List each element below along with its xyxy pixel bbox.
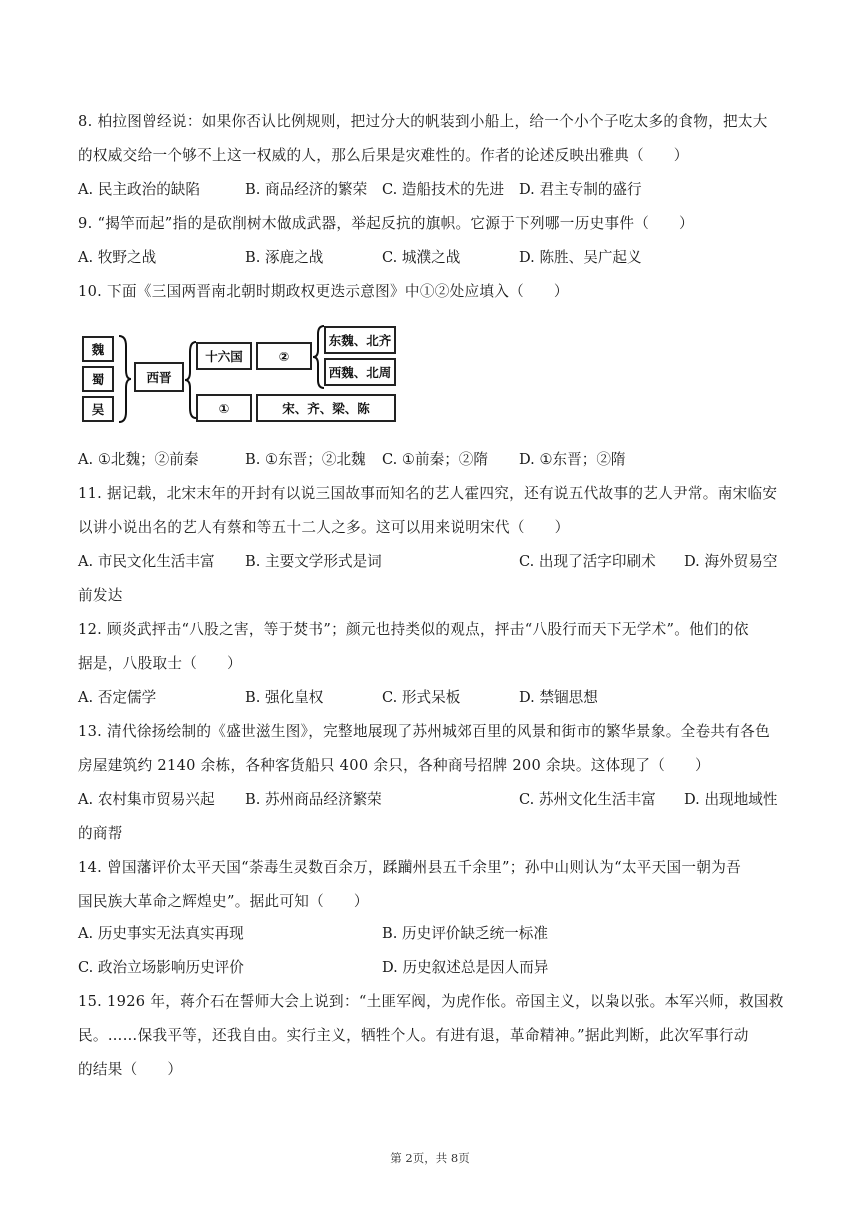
q12-line-1: 12. 顾炎武抨击“八股之害，等于焚书”；颜元也持类似的观点，抨击“八股行而天下无学术”。他们的依 (78, 621, 749, 638)
q8-line-1: 8. 柏拉图曾经说：如果你否认比例规则，把过分大的帆装到小船上，给一个小个子吃太多的食物，把太大 (78, 113, 768, 130)
q9-options (78, 248, 798, 268)
diagram-song-qi-liang-chen: 宋、齐、梁、陈 (256, 394, 396, 422)
q10-option-a[interactable]: A. ①北魏；②前秦 (78, 451, 199, 468)
q13-line-1: 13. 清代徐扬绘制的《盛世滋生图》，完整地展现了苏州城郊百里的风景和街市的繁华景象。全卷共有各色 (78, 723, 770, 740)
q8-options (78, 180, 798, 200)
q15-line-3: 的结果（ ） (78, 1061, 183, 1078)
diagram-xiwei-beizhou: 西魏、北周 (324, 358, 396, 386)
q11-options (78, 552, 798, 572)
diagram-wei: 魏 (82, 336, 114, 362)
q11-line-2: 以讲小说出名的艺人有蔡和等五十二人之多。这可以用来说明宋代（ ） (78, 519, 570, 536)
q11-line-1: 11. 据记载，北宋末年的开封有以说三国故事而知名的艺人霍四究，还有说五代故事的艺人尹常。南宋临安 (78, 485, 778, 502)
q13-options (78, 790, 798, 810)
q14-line-2: 国民族大革命之辉煌史”。据此可知（ ） (78, 893, 369, 910)
diagram-sixteen-kingdoms: 十六国 (196, 342, 252, 370)
q9-line-1: 9. “揭竿而起”指的是砍削树木做成武器，举起反抗的旗帜。它源于下列哪一历史事件（ ） (78, 215, 694, 232)
q10-option-d[interactable]: D. ①东晋；②隋 (519, 451, 626, 468)
q13-option-d-wrap: 的商帮 (78, 825, 123, 842)
diagram-blank-2: ② (256, 342, 312, 370)
diagram-xijin: 西晋 (134, 362, 184, 392)
q10-line-1: 10. 下面《三国两晋南北朝时期政权更迭示意图》中①②处应填入（ ） (78, 283, 569, 300)
q14-option-d[interactable]: D. 历史叙述总是因人而异 (382, 959, 549, 976)
q14-option-a[interactable]: A. 历史事实无法真实再现 (78, 925, 244, 942)
q12-option-c[interactable]: C. 形式呆板 (382, 689, 461, 706)
q15-line-1: 15. 1926 年，蒋介石在誓师大会上说到：“土匪军阀，为虎作伥。帝国主义，以枭以张。本军兴师，救国救 (78, 993, 784, 1010)
q8-option-b[interactable]: B. 商品经济的繁荣 (245, 181, 368, 198)
q10-option-c[interactable]: C. ①前秦；②隋 (382, 451, 488, 468)
regime-change-diagram (78, 322, 398, 428)
q12-option-a[interactable]: A. 否定儒学 (78, 689, 157, 706)
q13-option-a[interactable]: A. 农村集市贸易兴起 (78, 791, 215, 808)
q12-option-d[interactable]: D. 禁锢思想 (519, 689, 598, 706)
q14-option-b[interactable]: B. 历史评价缺乏统一标准 (382, 925, 548, 942)
q9-option-c[interactable]: C. 城濮之战 (382, 249, 461, 266)
q14-option-c[interactable]: C. 政治立场影响历史评价 (78, 959, 244, 976)
diagram-dongwei-beiqi: 东魏、北齐 (324, 326, 396, 354)
diagram-shu: 蜀 (82, 366, 114, 392)
page-footer: 第 2页，共 8页 (390, 1151, 470, 1165)
q13-line-2: 房屋建筑约 2140 余栋，各种客货船只 400 余只，各种商号招牌 200 余块。这体现了（ ） (78, 757, 710, 774)
q11-option-d-wrap: 前发达 (78, 587, 123, 604)
q9-option-b[interactable]: B. 涿鹿之战 (245, 249, 324, 266)
q9-option-d[interactable]: D. 陈胜、吴广起义 (519, 249, 642, 266)
q14-options-row-2 (78, 958, 798, 978)
q15-line-2: 民。……保我平等，还我自由。实行主义，牺牲个人。有进有退，革命精神。”据此判断，此次军事行动 (78, 1027, 749, 1044)
q9-option-a[interactable]: A. 牧野之战 (78, 249, 157, 266)
q10-option-b[interactable]: B. ①东晋；②北魏 (245, 451, 366, 468)
q12-option-b[interactable]: B. 强化皇权 (245, 689, 324, 706)
q8-line-2: 的权威交给一个够不上这一权威的人，那么后果是灾难性的。作者的论述反映出雅典（ ） (78, 147, 689, 164)
q14-line-1: 14. 曾国藩评价太平天国“荼毒生灵数百余万，蹂躏州县五千余里”；孙中山则认为“太平天国一朝为吾 (78, 859, 741, 876)
q13-option-b[interactable]: B. 苏州商品经济繁荣 (245, 791, 382, 808)
q13-option-c[interactable]: C. 苏州文化生活丰富 (519, 791, 656, 808)
q13-option-d[interactable]: D. 出现地域性 (684, 791, 778, 808)
q11-option-d[interactable]: D. 海外贸易空 (684, 553, 778, 570)
diagram-wu: 吴 (82, 396, 114, 422)
q12-options (78, 688, 798, 708)
q11-option-a[interactable]: A. 市民文化生活丰富 (78, 553, 215, 570)
q10-options (78, 450, 798, 470)
q11-option-c[interactable]: C. 出现了活字印刷术 (519, 553, 656, 570)
q11-option-b[interactable]: B. 主要文学形式是词 (245, 553, 382, 570)
diagram-brace-1 (116, 334, 132, 424)
q12-line-2: 据是，八股取士（ ） (78, 655, 242, 672)
q8-option-c[interactable]: C. 造船技术的先进 (382, 181, 505, 198)
q8-option-a[interactable]: A. 民主政治的缺陷 (78, 181, 200, 198)
diagram-blank-1: ① (196, 394, 252, 422)
q14-options-row-1 (78, 924, 798, 944)
q8-option-d[interactable]: D. 君主专制的盛行 (519, 181, 642, 198)
